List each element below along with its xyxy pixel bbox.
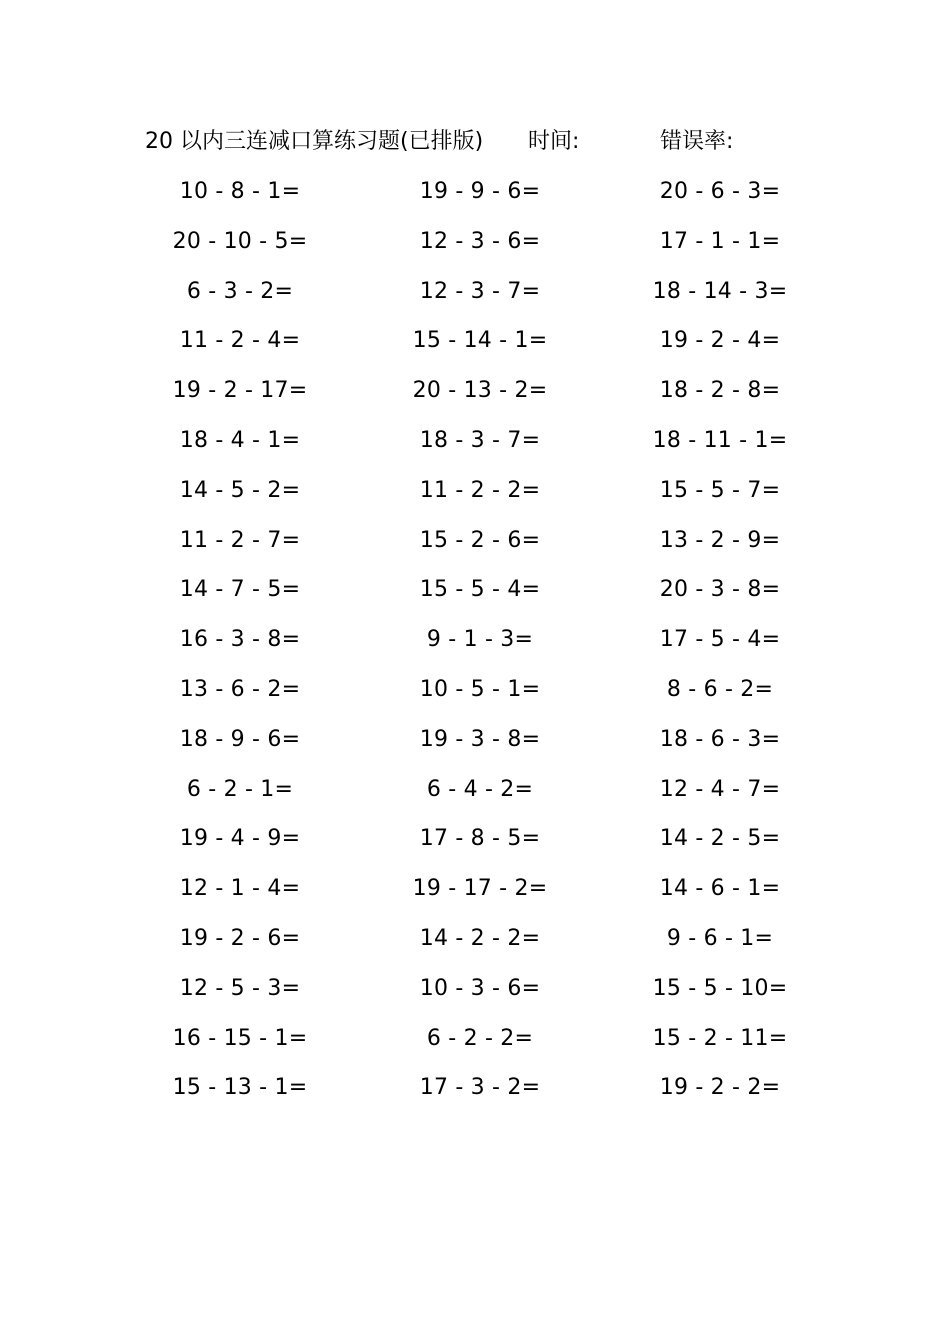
problem-item: 20 - 3 - 8= bbox=[659, 577, 781, 603]
problem-row bbox=[120, 217, 840, 267]
problem-item: 10 - 3 - 6= bbox=[419, 975, 541, 1001]
problem-row bbox=[120, 416, 840, 466]
problem-row bbox=[120, 615, 840, 665]
worksheet-header bbox=[145, 124, 785, 160]
problem-item: 8 - 6 - 2= bbox=[666, 676, 774, 702]
problem-item: 16 - 3 - 8= bbox=[179, 627, 301, 653]
problem-item: 11 - 2 - 2= bbox=[419, 477, 541, 503]
problem-item: 19 - 17 - 2= bbox=[412, 876, 548, 902]
problem-item: 14 - 5 - 2= bbox=[179, 477, 301, 503]
problem-item: 19 - 3 - 8= bbox=[419, 726, 541, 752]
problem-item: 9 - 1 - 3= bbox=[426, 627, 534, 653]
problem-item: 12 - 1 - 4= bbox=[179, 876, 301, 902]
problem-item: 12 - 4 - 7= bbox=[659, 776, 781, 802]
problem-item: 19 - 4 - 9= bbox=[179, 826, 301, 852]
problem-item: 6 - 4 - 2= bbox=[426, 776, 534, 802]
problem-item: 19 - 2 - 6= bbox=[179, 925, 301, 951]
problem-grid bbox=[120, 167, 840, 1113]
problem-row bbox=[120, 1014, 840, 1064]
problem-item: 15 - 5 - 7= bbox=[659, 477, 781, 503]
problem-item: 18 - 2 - 8= bbox=[659, 378, 781, 404]
problem-item: 6 - 2 - 1= bbox=[186, 776, 294, 802]
problem-row bbox=[120, 765, 840, 815]
time-label: 时间: bbox=[528, 129, 580, 154]
problem-item: 19 - 9 - 6= bbox=[419, 179, 541, 204]
problem-item: 18 - 4 - 1= bbox=[179, 427, 301, 453]
problem-item: 20 - 10 - 5= bbox=[172, 228, 308, 254]
problem-item: 18 - 9 - 6= bbox=[179, 726, 301, 752]
problem-row bbox=[120, 316, 840, 366]
problem-item: 13 - 6 - 2= bbox=[179, 676, 301, 702]
problem-item: 15 - 13 - 1= bbox=[172, 1075, 308, 1101]
problem-item: 15 - 14 - 1= bbox=[412, 328, 548, 354]
problem-item: 15 - 5 - 4= bbox=[419, 577, 541, 603]
problem-item: 6 - 2 - 2= bbox=[426, 1025, 534, 1051]
problem-item: 17 - 5 - 4= bbox=[659, 627, 781, 653]
problem-item: 10 - 5 - 1= bbox=[419, 676, 541, 702]
problem-item: 14 - 7 - 5= bbox=[179, 577, 301, 603]
problem-row bbox=[120, 665, 840, 715]
problem-item: 20 - 13 - 2= bbox=[412, 378, 548, 404]
problem-item: 17 - 3 - 2= bbox=[419, 1075, 541, 1101]
problem-row bbox=[120, 366, 840, 416]
error-rate-label: 错误率: bbox=[660, 129, 734, 154]
problem-item: 6 - 3 - 2= bbox=[186, 278, 294, 304]
problem-item: 11 - 2 - 4= bbox=[179, 328, 301, 354]
problem-row bbox=[120, 267, 840, 317]
problem-item: 11 - 2 - 7= bbox=[179, 527, 301, 553]
problem-row bbox=[120, 864, 840, 914]
problem-row bbox=[120, 167, 840, 217]
problem-item: 13 - 2 - 9= bbox=[659, 527, 781, 553]
worksheet-title: 20 以内三连减口算练习题(已排版) bbox=[145, 129, 484, 154]
problem-item: 18 - 6 - 3= bbox=[659, 726, 781, 752]
problem-item: 17 - 8 - 5= bbox=[419, 826, 541, 852]
problem-item: 14 - 2 - 2= bbox=[419, 925, 541, 951]
problem-row bbox=[120, 964, 840, 1014]
problem-row bbox=[120, 715, 840, 765]
problem-item: 15 - 2 - 11= bbox=[652, 1025, 788, 1051]
problem-item: 14 - 2 - 5= bbox=[659, 826, 781, 852]
problem-item: 17 - 1 - 1= bbox=[659, 228, 781, 254]
problem-row bbox=[120, 814, 840, 864]
problem-item: 19 - 2 - 17= bbox=[172, 378, 308, 404]
problem-item: 12 - 3 - 6= bbox=[419, 228, 541, 254]
problem-item: 12 - 5 - 3= bbox=[179, 975, 301, 1001]
problem-row bbox=[120, 516, 840, 566]
problem-row bbox=[120, 565, 840, 615]
problem-item: 9 - 6 - 1= bbox=[666, 925, 774, 951]
problem-item: 18 - 11 - 1= bbox=[652, 427, 788, 453]
problem-item: 15 - 2 - 6= bbox=[419, 527, 541, 553]
problem-item: 16 - 15 - 1= bbox=[172, 1025, 308, 1051]
problem-item: 18 - 14 - 3= bbox=[652, 278, 788, 304]
problem-item: 10 - 8 - 1= bbox=[179, 179, 301, 204]
problem-item: 19 - 2 - 4= bbox=[659, 328, 781, 354]
problem-item: 15 - 5 - 10= bbox=[652, 975, 788, 1001]
problem-item: 19 - 2 - 2= bbox=[659, 1075, 781, 1101]
problem-item: 12 - 3 - 7= bbox=[419, 278, 541, 304]
problem-row bbox=[120, 914, 840, 964]
problem-item: 14 - 6 - 1= bbox=[659, 876, 781, 902]
problem-item: 20 - 6 - 3= bbox=[659, 179, 781, 204]
problem-item: 18 - 3 - 7= bbox=[419, 427, 541, 453]
problem-row bbox=[120, 1063, 840, 1113]
problem-row bbox=[120, 466, 840, 516]
